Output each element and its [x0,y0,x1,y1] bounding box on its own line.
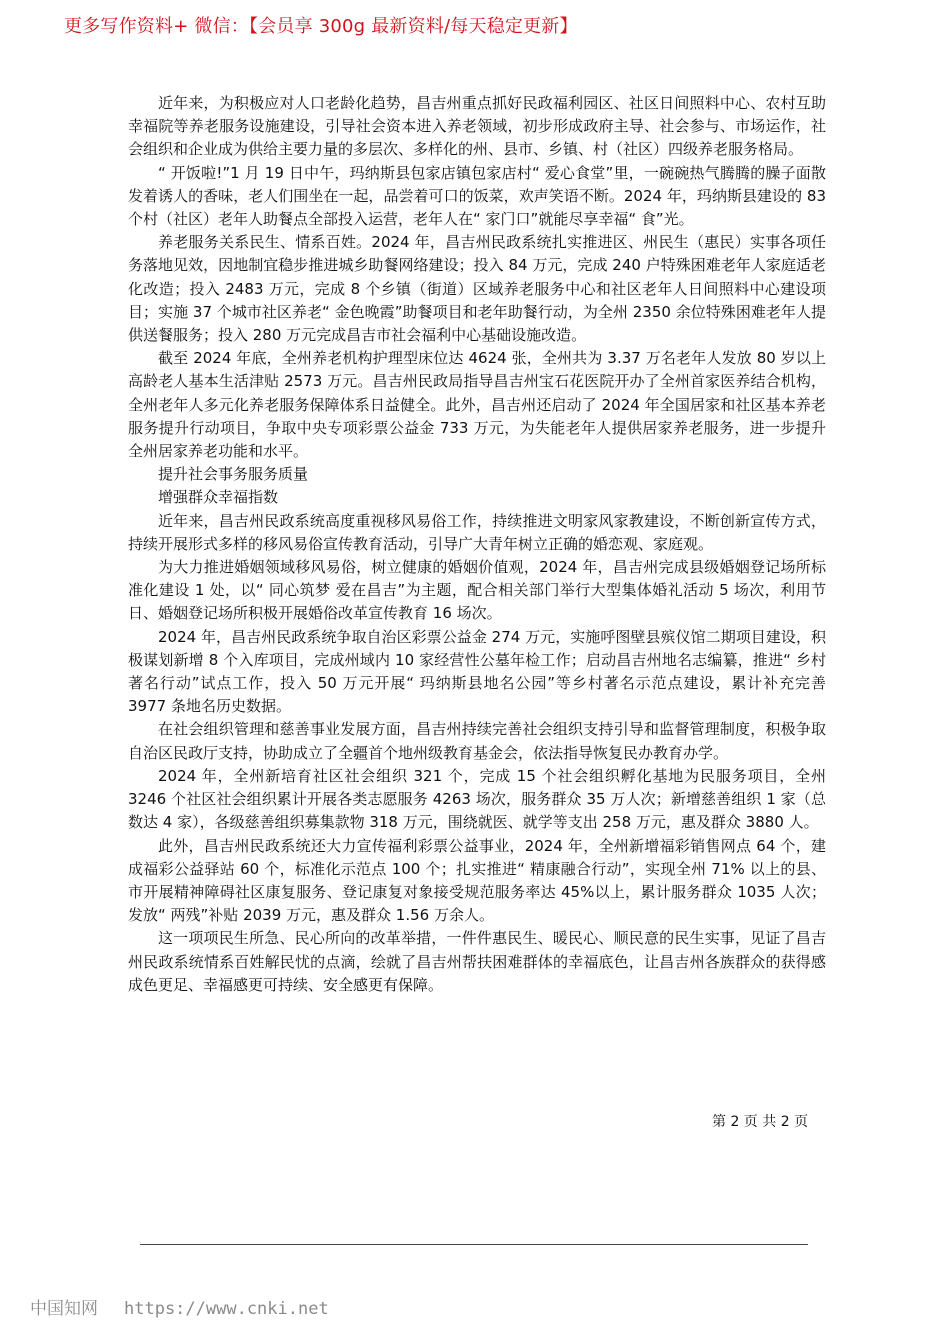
paragraph: 截至 2024 年底，全州养老机构护理型床位达 4624 张，全州共为 3.37 万名老年人发放 80 岁以上高龄老人基本生活津贴 2573 万元。昌吉州民政局指导昌吉州宝石花医院开办了全州首家医养结合机构，全州老年人多元化养老服务保障体系日益健全。此外，昌吉州还启动了 2024 年全国居家和社区基本养老服务提升行动项目，争取中央专项彩票公益金 733 万元，为失能老年人提供居家养老服务，进一步提升全州居家养老功能和水平。 [128,349,826,461]
page-number: 第 2 页 共 2 页 [712,1114,809,1130]
watermark [30,1294,329,1319]
watermark-brand: 中国知网 [30,1299,98,1319]
paragraph: 为大力推进婚姻领域移风易俗，树立健康的婚姻价值观，2024 年，昌吉州完成县级婚姻登记场所标准化建设 1 处，以“ 同心筑梦 爱在昌吉”为主题，配合相关部门举行大型集体婚礼活动 5 场次，利用节日、婚姻登记场所积极开展婚俗改革宣传教育 16 场次。 [128,558,826,623]
paragraph: 此外，昌吉州民政系统还大力宣传福利彩票公益事业，2024 年，全州新增福彩销售网点 64 个，建成福彩公益驿站 60 个，标准化示范点 100 个；扎实推进“ 精康融合行动”，实现全州 71% 以上的县、市开展精神障碍社区康复服务、登记康复对象接受规范服务率达 45%以上，累计服务群众 1035 人次；发放“ 两残”补贴 2039 万元，惠及群众 1.56 万余人。 [128,836,826,925]
paragraph: 近年来，昌吉州民政系统高度重视移风易俗工作，持续推进文明家风家教建设，不断创新宣传方式，持续开展形式多样的移风易俗宣传教育活动，引导广大青年树立正确的婚恋观、家庭观。 [128,511,826,553]
paragraph: 养老服务关系民生、情系百姓。2024 年，昌吉州民政系统扎实推进区、州民生（惠民）实事各项任务落地见效，因地制宜稳步推进城乡助餐网络建设；投入 84 万元，完成 240 户特殊困难老年人家庭适老化改造；投入 2483 万元，完成 8 个乡镇（街道）区域养老服务中心和社区老年人日间照料中心建设项目；实施 37 个城市社区养老“ 金色晚霞”助餐项目和老年助餐行动，为全州 2350 余位特殊困难老年人提供送餐服务；投入 280 万元完成昌吉市社会福利中心基础设施改造。 [128,233,826,345]
paragraph: 这一项项民生所急、民心所向的改革举措，一件件惠民生、暖民心、顺民意的民生实事，见证了昌吉州民政系统情系百姓解民忧的点滴，绘就了昌吉州帮扶困难群体的幸福底色，让昌吉州各族群众的获得感成色更足、幸福感更可持续、安全感更有保障。 [128,929,826,994]
paragraph: 2024 年，昌吉州民政系统争取自治区彩票公益金 274 万元，实施呼图壁县殡仪馆二期项目建设，积极谋划新增 8 个入库项目，完成州域内 10 家经营性公墓年检工作；启动昌吉州地名志编纂，推进“ 乡村著名行动”试点工作，投入 50 万元开展“ 玛纳斯县地名公园”等乡村著名示范点建设，累计补充完善 3977 条地名历史数据。 [128,627,826,716]
section-subheading: 增强群众幸福指数 [158,488,279,507]
paragraph: 在社会组织管理和慈善事业发展方面，昌吉州持续完善社会组织支持引导和监督管理制度，积极争取自治区民政厅支持，协助成立了全疆首个地州级教育基金会，依法指导恢复民办教育办学。 [128,720,826,762]
paragraph: 2024 年，全州新培育社区社会组织 321 个，完成 15 个社会组织孵化基地为民服务项目，全州 3246 个社区社会组织累计开展各类志愿服务 4263 场次，服务群众 35 万人次；新增慈善组织 1 家（总数达 4 家），各级慈善组织募集款物 318 万元，围绕就医、就学等支出 258 万元，惠及群众 3880 人。 [128,766,826,832]
article-body [128,92,826,997]
section-heading: 提升社会事务服务质量 [158,465,309,484]
promo-banner: 更多写作资料+ 微信：【会员享 300g 最新资料/每天稳定更新】 [64,16,578,37]
watermark-url: https://www.cnki.net [124,1299,329,1319]
paragraph: “ 开饭啦!”1 月 19 日中午，玛纳斯县包家店镇包家店村“ 爱心食堂”里，一碗碗热气腾腾的臊子面散发着诱人的香味，老人们围坐在一起，品尝着可口的饭菜，欢声笑语不断。2024 年，玛纳斯县建设的 83 个村（社区）老年人助餐点全部投入运营，老年人在“ 家门口”就能尽享幸福“ 食”光。 [128,163,826,229]
footer-divider [140,1244,808,1245]
paragraph: 近年来，为积极应对人口老龄化趋势，昌吉州重点抓好民政福利园区、社区日间照料中心、农村互助幸福院等养老服务设施建设，引导社会资本进入养老领域，初步形成政府主导、社会参与、市场运作，社会组织和企业成为供给主要力量的多层次、多样化的州、县市、乡镇、村（社区）四级养老服务格局。 [128,94,826,159]
